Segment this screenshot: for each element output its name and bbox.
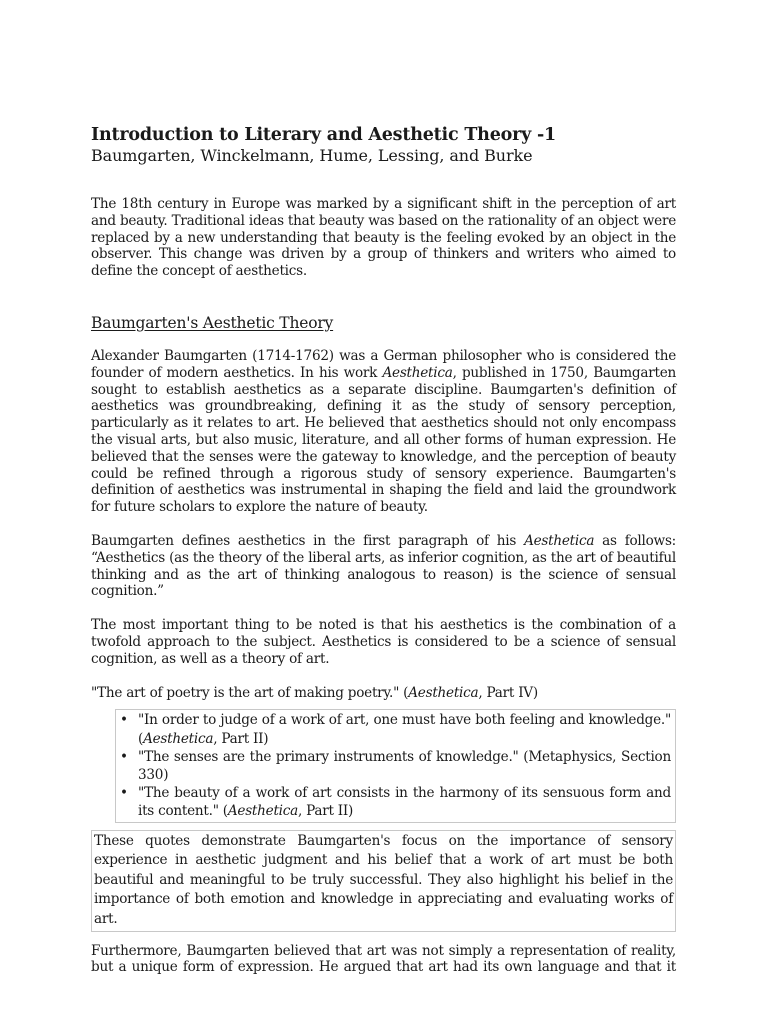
section-heading: Baumgarten's Aesthetic Theory xyxy=(91,313,334,332)
paragraph-definition xyxy=(91,533,676,600)
document-subtitle: Baumgarten, Winckelmann, Hume, Lessing, and Burke xyxy=(91,146,533,165)
italic-work-title: Aesthetica xyxy=(524,532,595,549)
text-run: as follows: “Aesthetics (as the theory of the liberal arts, as inferior cognition, as the art of beautiful thinking and as the art of thinking analogous to reason) is the science of sensual cognition.” xyxy=(91,532,676,600)
text-run: , Part IV) xyxy=(478,684,538,701)
italic-work-title: Aesthetica xyxy=(227,803,298,820)
paragraph-art-expression: Furthermore, Baumgarten believed that art was not simply a representation of reality, but a unique form of expression. He argued that art had its own language and that it xyxy=(91,942,676,976)
text-run: , published in 1750, Baumgarten sought to establish aesthetics as a separate discipline. Baumgarten's definition of aesthetics was groundbreaking, defining it as the study of sensory perception, particularly as it relates to art. He believed that aesthetics should not only encompass the visual arts, but also music, literature, and all other forms of human expression. He believed that the senses were the gateway to knowledge, and the perception of beauty could be refined through a rigorous study of sensory experience. Baumgarten's definition of aesthetics was instrumental in shaping the field and laid the groundwork for future scholars to explore the nature of beauty. xyxy=(91,364,677,516)
bullet-marker: • xyxy=(120,712,128,729)
list-item xyxy=(120,711,671,747)
italic-work-title: Aesthetica xyxy=(143,730,214,747)
document-content xyxy=(91,124,676,976)
paragraph-poetry-quote xyxy=(91,685,676,702)
list-item xyxy=(120,784,671,820)
text-run: Baumgarten defines aesthetics in the first paragraph of his xyxy=(91,532,525,549)
text-run: "The beauty of a work of art consists in the harmony of its sensuous form and its content." ( xyxy=(138,785,671,820)
text-run: "The senses are the primary instruments of knowledge." (Metaphysics, Section 330) xyxy=(138,748,671,783)
text-run: Alexander Baumgarten (1714-1762) was a German philosopher who is considered the founder of modern aesthetics. In his work xyxy=(91,347,676,381)
list-item xyxy=(120,748,671,784)
bullet-marker: • xyxy=(120,748,128,765)
paragraph-twofold-approach: The most important thing to be noted is that his aesthetics is the combination of a twofold approach to the subject. Aesthetics is considered to be a science of sensual cognition, as well as a theory of art. xyxy=(91,617,676,667)
document-title: Introduction to Literary and Aesthetic Theory -1 xyxy=(91,125,557,145)
text-run: , Part II) xyxy=(297,803,354,820)
text-run: "The art of poetry is the art of making poetry." ( xyxy=(91,684,409,701)
quote-list xyxy=(115,709,676,822)
intro-paragraph: The 18th century in Europe was marked by a significant shift in the perception of art and beauty. Traditional ideas that beauty was based on the rationality of an object were replaced by a new understanding that beauty is the feeling evoked by an object in the observer. This change was driven by a group of thinkers and writers who aimed to define the concept of aesthetics. xyxy=(91,196,676,280)
text-run: , Part II) xyxy=(213,730,269,747)
italic-work-title: Aesthetica xyxy=(382,364,453,381)
paragraph-baumgarten-bio xyxy=(91,348,676,516)
boxed-paragraph: These quotes demonstrate Baumgarten's focus on the importance of sensory experience in aesthetic judgment and his belief that a work of art must be both beautiful and meaningful to be truly successful. They also highlight his belief in the importance of both emotion and knowledge in appreciating and evaluating works of art. xyxy=(91,830,676,932)
text-run: "In order to judge of a work of art, one must have both feeling and knowledge." ( xyxy=(138,712,671,747)
bullet-marker: • xyxy=(120,785,128,802)
italic-work-title: Aesthetica xyxy=(408,684,479,701)
